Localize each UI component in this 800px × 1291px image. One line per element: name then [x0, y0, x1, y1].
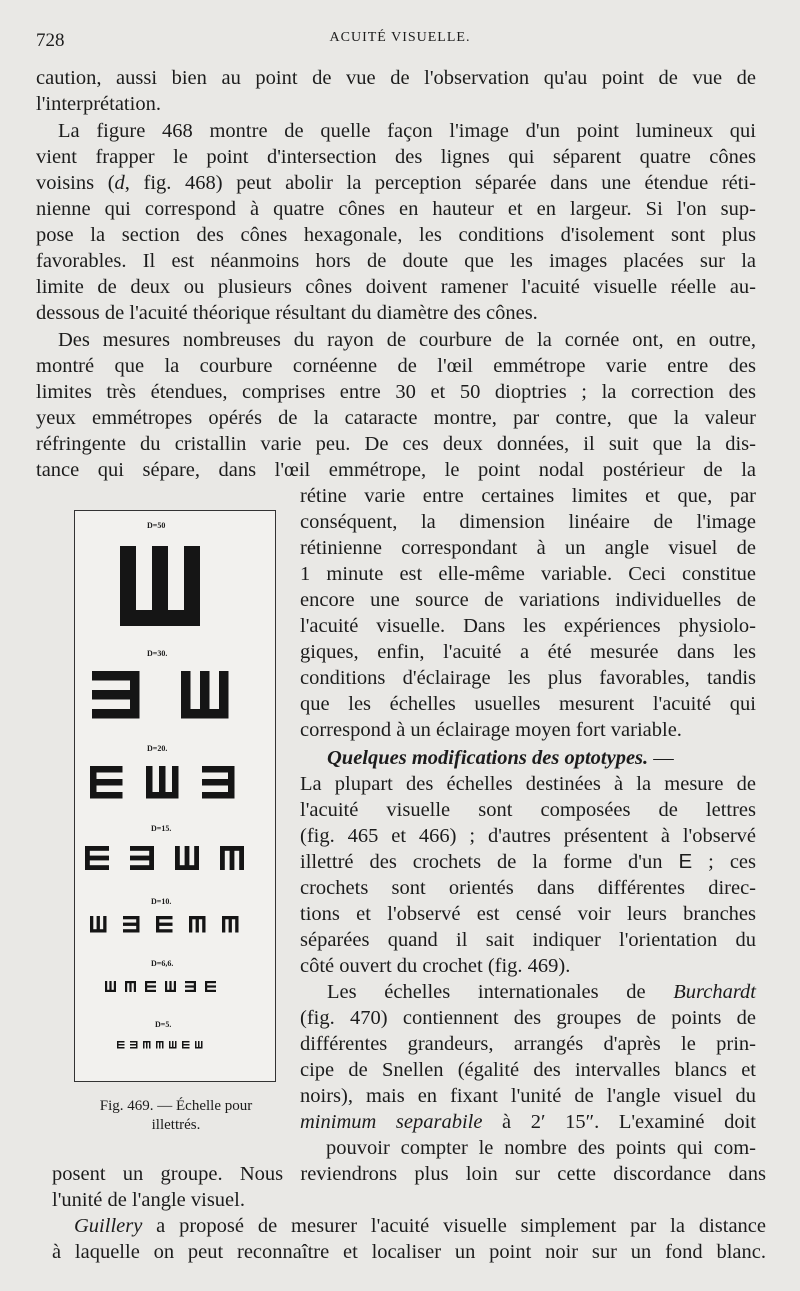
- optotype-e: [181, 671, 229, 719]
- text-line: noirs), mais en fixant l'unité de l'angle visuel du: [300, 1085, 756, 1107]
- optotype-e: [222, 916, 239, 933]
- optotype-e: [205, 981, 216, 992]
- optotype-e: [165, 981, 176, 992]
- figure-caption: [66, 1097, 286, 1135]
- text-line: crochets sont orientés dans différentes direc-: [300, 877, 756, 899]
- caption-line: illettrés.: [151, 1117, 201, 1133]
- optotype-e: [175, 846, 199, 870]
- optotype-e: [145, 981, 156, 992]
- text-line: limites très étendues, comprises entre 30 et 50 dioptries ; la correction des: [36, 381, 756, 403]
- text-line: vient frapper le point d'intersection des lignes qui séparent quatre cônes: [36, 146, 756, 168]
- text-line: limite de deux ou plusieurs cônes doivent ramener l'acuité visuelle réelle au-: [36, 276, 756, 298]
- optotype-e: [220, 846, 244, 870]
- distance-label: D=10.: [151, 897, 172, 906]
- text-line: l'acuité visuelle. Dans les expériences physiolo-: [300, 615, 756, 637]
- text-line: tions et l'observé est censé voir leurs branches: [300, 903, 756, 925]
- text-line: yeux emmétropes opérés de la cataracte montre, par contre, que la valeur: [36, 407, 756, 429]
- optotype-e: [105, 981, 116, 992]
- text-line: Guillery a proposé de mesurer l'acuité visuelle simplement par la distance: [74, 1215, 766, 1237]
- text-line: encore une source de variations individuelles de: [300, 589, 756, 611]
- text-line: cipe de Snellen (égalité des intervalles blancs et: [300, 1059, 756, 1081]
- optotype-e: [182, 1041, 190, 1049]
- text-line: favorables. Il est néanmoins hors de doute que les images placées sur la: [36, 250, 756, 272]
- optotype-figure: [75, 511, 275, 1081]
- text-line: rétinienne correspondant à un angle visuel de: [300, 537, 756, 559]
- text-line: conséquent, la dimension linéaire de l'image: [300, 511, 756, 533]
- text-line: dessous de l'acuité théorique résultant du diamètre des cônes.: [36, 302, 538, 324]
- text-line: nienne qui correspond à quatre cônes en hauteur et en largeur. Si l'on sup-: [36, 198, 756, 220]
- optotype-e: [90, 916, 107, 933]
- text-line: (fig. 470) contiennent des groupes de points de: [300, 1007, 756, 1029]
- text-line: La figure 468 montre de quelle façon l'image d'un point lumineux qui: [58, 120, 756, 142]
- optotype-e: [189, 916, 206, 933]
- text-line: Des mesures nombreuses du rayon de courbure de la cornée ont, en outre,: [58, 329, 756, 351]
- optotype-e: [130, 846, 154, 870]
- text-line: l'unité de l'angle visuel.: [52, 1189, 245, 1211]
- optotype-e: [156, 916, 173, 933]
- text-line: La plupart des échelles destinées à la mesure de: [300, 773, 756, 795]
- text-line: côté ouvert du crochet (fig. 469).: [300, 955, 571, 977]
- optotype-e: [143, 1041, 151, 1049]
- text-line: l'interprétation.: [36, 93, 161, 115]
- distance-label: D=20.: [147, 744, 168, 753]
- text-line: tance qui sépare, dans l'œil emmétrope, le point nodal postérieur de la: [36, 459, 756, 481]
- text-line: pouvoir compter le nombre des points qui com-: [326, 1137, 756, 1159]
- text-line: rétine varie entre certaines limites et que, par: [300, 485, 756, 507]
- optotype-e: [202, 766, 235, 799]
- text-line: posent un groupe. Nous reviendrons plus loin sur cette discordance dans: [52, 1163, 766, 1185]
- page-number: 728: [36, 30, 65, 51]
- text-line: caution, aussi bien au point de vue de l'observation qu'au point de vue de: [36, 67, 756, 89]
- text-line: conditions d'éclairage les plus favorables, tandis: [300, 667, 756, 689]
- text-line: correspond à un éclairage moyen fort variable.: [300, 719, 682, 741]
- text-line: giques, enfin, l'acuité a été mesurée dans les: [300, 641, 756, 663]
- text-line: montré que la courbure cornéenne de l'œil emmétrope varie entre des: [36, 355, 756, 377]
- distance-label: D=50: [147, 521, 166, 530]
- text-line: séparées quand il sait indiquer l'orientation du: [300, 929, 756, 951]
- optotype-e: [117, 1041, 125, 1049]
- optotype-e: [120, 546, 200, 626]
- optotype-e: [125, 981, 136, 992]
- text-line: minimum separabile à 2′ 15″. L'examiné doit: [300, 1111, 756, 1133]
- optotype-e: [123, 916, 140, 933]
- optotype-e: [146, 766, 179, 799]
- running-head: ACUITÉ VISUELLE.: [329, 30, 471, 45]
- optotype-e: [85, 846, 109, 870]
- optotype-e: [130, 1041, 138, 1049]
- optotype-e: [185, 981, 196, 992]
- caption-line: Fig. 469. — Échelle pour: [99, 1098, 253, 1114]
- distance-label: D=30.: [147, 649, 168, 658]
- optotype-e: [169, 1041, 177, 1049]
- distance-label: D=15.: [151, 824, 172, 833]
- optotype-e: [92, 671, 140, 719]
- text-line: illettré des crochets de la forme d'un E ; ces: [300, 850, 756, 873]
- optotype-e: [195, 1041, 203, 1049]
- distance-label: D=5.: [155, 1020, 172, 1029]
- text-line: (fig. 465 et 466) ; d'autres présentent à l'observé: [300, 825, 756, 847]
- optotype-e: [156, 1041, 164, 1049]
- optotype-e: [90, 766, 123, 799]
- text-line: l'acuité visuelle sont composées de lettres: [300, 799, 756, 821]
- section-heading: Quelques modifications des optotypes. —: [327, 747, 674, 769]
- text-line: Les échelles internationales de Burchardt: [327, 981, 756, 1003]
- text-line: différentes grandeurs, arrangés d'après le prin-: [300, 1033, 756, 1055]
- distance-label: D=6,6.: [151, 959, 174, 968]
- text-line: à laquelle on peut reconnaître et localiser un point noir sur un fond blanc.: [52, 1241, 766, 1263]
- text-line: pose la section des cônes hexagonale, les conditions d'isolement sont plus: [36, 224, 756, 246]
- tumbling-e-chart: [74, 510, 276, 1082]
- text-line: 1 minute est elle-même variable. Ceci constitue: [300, 563, 756, 585]
- text-line: réfringente du cristallin varie peu. De ces deux données, il suit que la dis-: [36, 433, 756, 455]
- text-line: voisins (d, fig. 468) peut abolir la perception séparée dans une étendue réti-: [36, 172, 756, 194]
- text-line: que les échelles usuelles mesurent l'acuité qui: [300, 693, 756, 715]
